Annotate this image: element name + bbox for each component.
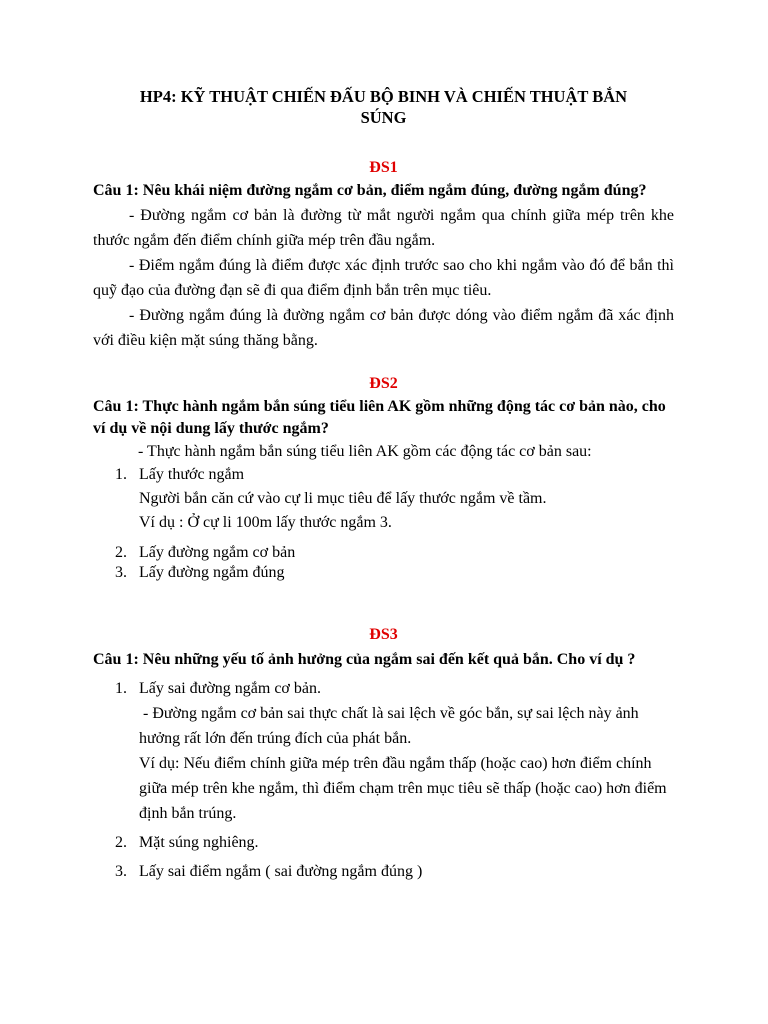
list-number: 1.	[115, 466, 127, 483]
list-label: Lấy đường ngắm đúng	[139, 564, 285, 581]
list-number: 3.	[115, 863, 127, 880]
section-ds3	[93, 625, 674, 884]
list-number: 2.	[115, 834, 127, 851]
document-title: HP4: KỸ THUẬT CHIẾN ĐẤU BỘ BINH VÀ CHIẾN THUẬT BẮN SÚNG	[139, 87, 628, 127]
document-page	[93, 86, 674, 884]
list-detail: - Đường ngắm cơ bản sai thực chất là sai lệch về góc bắn, sự sai lệch này ảnh hưởng rất lớn đến trúng đích của phát bắn.	[139, 705, 643, 747]
list-item	[93, 859, 674, 884]
answer-list	[93, 465, 674, 583]
question-text: Câu 1: Nêu những yếu tố ảnh hưởng của ngắm sai đến kết quả bắn. Cho ví dụ ?	[93, 651, 636, 668]
section-code: ĐS3	[369, 626, 398, 643]
question-text: Câu 1: Thực hành ngắm bắn súng tiểu liên AK gồm những động tác cơ bản nào, cho ví dụ về nội dung lấy thước ngắm?	[93, 398, 666, 437]
list-detail: Ví dụ: Nếu điểm chính giữa mép trên đầu ngắm thấp (hoặc cao) hơn điểm chính giữa mép trên khe ngắm, thì điểm chạm trên mục tiêu sẽ thấp (hoặc cao) hơn điểm định bắn trúng.	[139, 755, 667, 822]
answer-paragraph: - Đường ngắm cơ bản là đường từ mắt người ngắm qua chính giữa mép trên khe thước ngắm đến điểm chính giữa mép trên đầu ngắm.	[93, 207, 674, 249]
answer-paragraph: - Điểm ngắm đúng là điểm được xác định trước sao cho khi ngắm vào đó để bắn thì quỹ đạo của đường đạn sẽ đi qua điểm định bắn trên mục tiêu.	[93, 257, 674, 299]
list-item	[93, 543, 674, 563]
list-label: Lấy thước ngắm	[139, 466, 245, 483]
question-text: Câu 1: Nêu khái niệm đường ngắm cơ bản, điểm ngắm đúng, đường ngắm đúng?	[93, 182, 647, 199]
list-number: 3.	[115, 564, 127, 581]
list-label: Lấy sai điểm ngắm ( sai đường ngắm đúng )	[139, 863, 423, 880]
section-code: ĐS1	[369, 159, 398, 176]
section-code: ĐS2	[369, 375, 398, 392]
list-detail: Người bắn căn cứ vào cự li mục tiêu để lấy thước ngắm về tầm.	[139, 490, 547, 507]
list-label: Mặt súng nghiêng.	[139, 834, 259, 851]
answer-intro: - Thực hành ngắm bắn súng tiểu liên AK gồm các động tác cơ bản sau:	[138, 443, 592, 460]
list-label: Lấy sai đường ngắm cơ bản.	[139, 680, 321, 697]
list-item	[93, 830, 674, 855]
answer-paragraph: - Đường ngắm đúng là đường ngắm cơ bản được dóng vào điểm ngắm đã xác định với điều kiện mặt súng thăng bằng.	[93, 307, 674, 349]
list-number: 2.	[115, 544, 127, 561]
list-number: 1.	[115, 680, 127, 697]
list-detail: Ví dụ : Ở cự li 100m lấy thước ngắm 3.	[139, 514, 392, 531]
list-item	[93, 465, 674, 535]
section-ds1	[93, 158, 674, 353]
section-ds2	[93, 374, 674, 583]
answer-list	[93, 676, 674, 884]
list-item	[93, 563, 674, 583]
list-label: Lấy đường ngắm cơ bản	[139, 544, 296, 561]
list-item	[93, 676, 674, 826]
